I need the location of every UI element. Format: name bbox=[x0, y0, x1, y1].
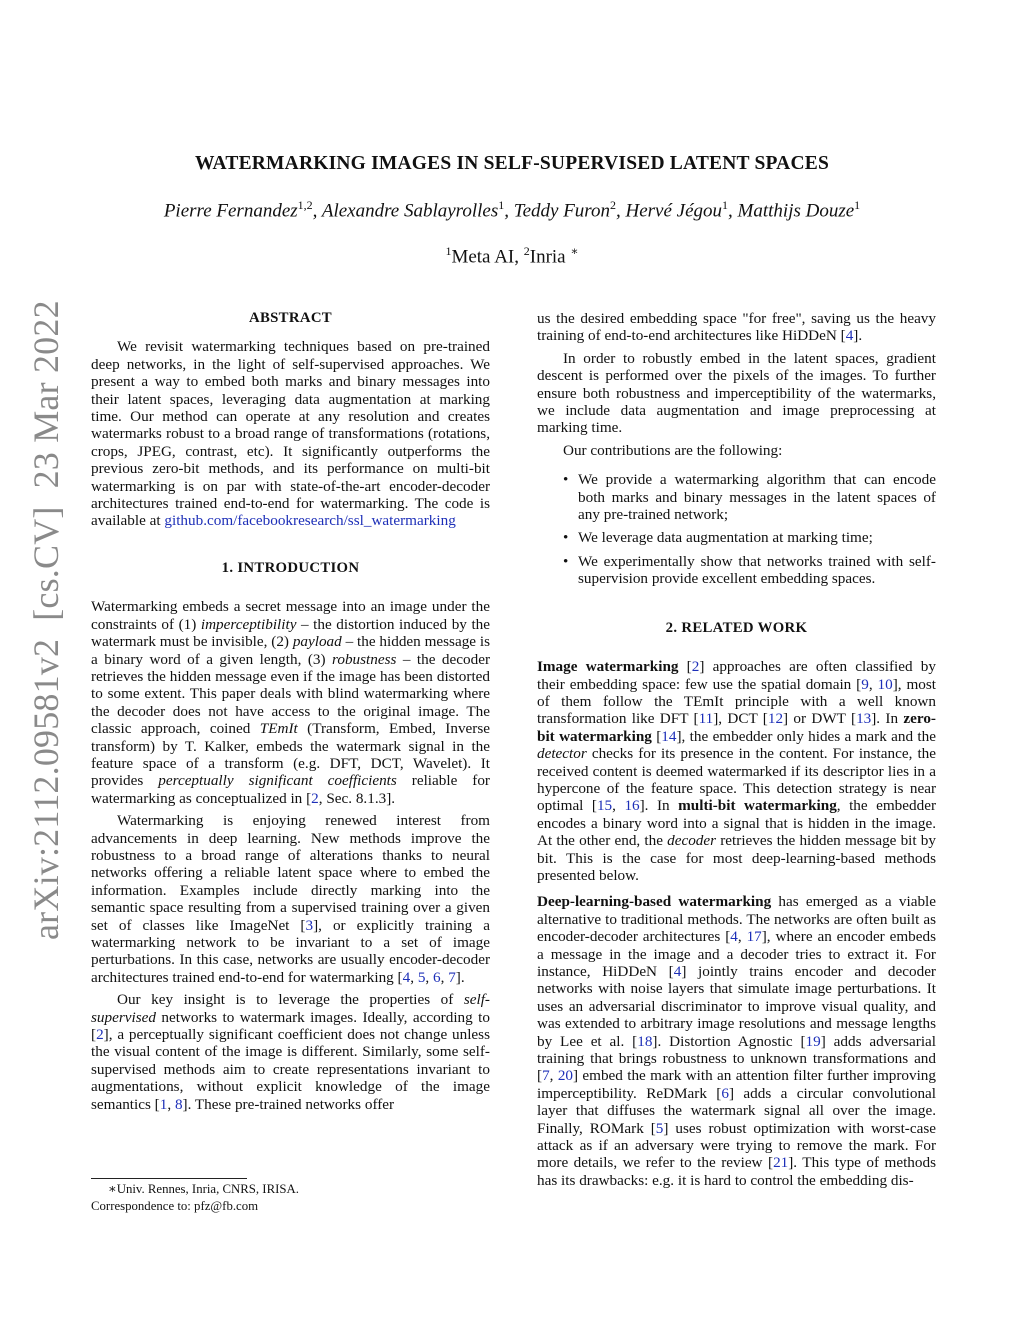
text-run: ] jointly trains encoder and decoder networks with noise layers that simulate image perturbations. It uses an adversarial discriminator to improve visual quality, and was extended to arbitrary image resolutions and message lengths by Lee et al. [ bbox=[537, 963, 936, 1050]
text-run: checks for its presence in the content. For instance, the received content is deemed watermarked if its descriptor lies in a hypercone of the feature space. This detection strategy is near optimal [ bbox=[537, 745, 936, 815]
list-item bbox=[563, 552, 936, 588]
text-run: networks to watermark images. Ideally, according to [ bbox=[91, 1008, 490, 1044]
abstract-body: We revisit watermarking techniques based on pre-trained deep networks, in the light of self-supervised approaches. We present a way to embed both marks and binary messages into their latent spaces, leveraging data augmentation at marking time. Our method can operate at any resolution and creates watermarks robust to a broad range of transformations (rotations, crops, JPEG, contrast, etc). It significantly outperforms the previous zero-bit methods, and its performance on multi-bit watermarking is on par with state-of-the-art encoder-decoder architectures trained end-to-end for watermarking. The code is available at bbox=[91, 338, 490, 530]
citation-link[interactable]: 1 bbox=[159, 1095, 168, 1113]
text-run: , bbox=[410, 968, 418, 986]
text-run: Watermarking is enjoying renewed interest from advancements in deep learning. New methods improve the robustness to a broad range of alterations thanks to neural networks offering a reliable latent space where to embed the information. Examples include directly marking into the semantic space resulting from a supervised training over a given set of classes like ImageNet [ bbox=[91, 812, 490, 934]
text-run: Watermarking embeds a secret message into an image under the constraints of (1) bbox=[91, 598, 490, 633]
text-run: ], or explicitly training a watermarking network to be invariant to a set of image perturbations. In this case, networks are usually encoder-decoder architectures trained end-to-end for watermarking [ bbox=[91, 916, 490, 986]
citation-link[interactable]: 5 bbox=[417, 968, 426, 986]
author-name: Matthijs Douze bbox=[737, 200, 855, 222]
text-run: , bbox=[440, 968, 449, 986]
arxiv-id[interactable]: arXiv:2112.09581v2 bbox=[26, 638, 66, 940]
intro-paragraph-2 bbox=[91, 812, 490, 986]
text-run: , bbox=[737, 928, 747, 946]
related-paragraph-image-watermarking bbox=[537, 658, 936, 884]
text-run: [ bbox=[678, 658, 692, 676]
citation-link[interactable]: 2 bbox=[311, 789, 319, 807]
text-run: ], a perceptually significant coefficient does not change unless the visual content of the image is different. Similarly, some self-supervised methods aim to create representations invariant to augmentations, without explicit knowledge of the image semantics [ bbox=[91, 1026, 490, 1113]
bold-text: multi-bit watermarking bbox=[678, 797, 837, 815]
text-run: ] or DWT [ bbox=[783, 710, 857, 728]
contribution-text: We provide a watermarking algorithm that can encode both marks and binary messages in the latent spaces of any pre-trained network; bbox=[578, 471, 936, 524]
citation-link[interactable]: 3 bbox=[305, 916, 314, 934]
paper-title: WATERMARKING IMAGES IN SELF-SUPERVISED LATENT SPACES bbox=[194, 153, 829, 174]
affiliations bbox=[0, 244, 1024, 268]
text-run: , bbox=[549, 1067, 558, 1085]
text-run: ] adds a circular convolutional layer that diffuses the watermark signal all over the image. Finally, ROMark [ bbox=[537, 1084, 937, 1137]
footnote-rule bbox=[91, 1178, 247, 1179]
author-name: Alexandre Sablayrolles bbox=[321, 200, 499, 222]
citation-link[interactable]: 2 bbox=[96, 1026, 104, 1044]
citation-link[interactable]: 12 bbox=[767, 710, 784, 728]
list-item bbox=[563, 529, 936, 547]
citation-link[interactable]: 9 bbox=[861, 675, 869, 693]
text-run: – the distortion induced by the watermark must be invisible, (2) bbox=[91, 615, 490, 651]
left-column bbox=[91, 310, 490, 1113]
citation-link[interactable]: 5 bbox=[655, 1119, 664, 1137]
emphasis-text: detector bbox=[537, 745, 587, 763]
text-run: – the hidden message is a binary word of a given length, (3) bbox=[91, 633, 490, 668]
text-run: ]. bbox=[853, 327, 863, 345]
contribution-text: We leverage data augmentation at marking time; bbox=[578, 529, 873, 547]
emphasis-text: robustness bbox=[332, 650, 397, 668]
text-run: retrieves the hidden message bit by bit. This is the case for most deep-learning-based methods presented below. bbox=[537, 832, 936, 884]
citation-link[interactable]: 13 bbox=[856, 710, 872, 728]
emphasis-text: TEmIt bbox=[259, 720, 298, 738]
bullet: • bbox=[563, 529, 569, 547]
author-name: Teddy Furon bbox=[513, 200, 610, 222]
citation-link[interactable]: 4 bbox=[673, 963, 682, 980]
text-run: ], most of them follow the TEmIt principle with a well known transformation like DFT [ bbox=[537, 675, 937, 728]
bullet: • bbox=[563, 552, 569, 570]
list-item bbox=[563, 471, 936, 524]
code-link[interactable]: github.com/facebookresearch/ssl_watermarking bbox=[164, 512, 456, 530]
affil-mark: 2 bbox=[523, 244, 530, 258]
affiliation: Inria bbox=[529, 246, 566, 268]
affil-mark: 1 bbox=[445, 244, 452, 258]
text-run: , bbox=[425, 968, 433, 986]
author-affil-mark: 1 bbox=[498, 198, 505, 212]
author-list: Pierre Fernandez$^{1,2}$, Alexandre Sablayrolles$^1$, Teddy Furon$^2$, Hervé Jégou$^1$, Matthijs Douze$^1$ bbox=[163, 198, 861, 222]
footnote-mark: ∗ bbox=[570, 244, 579, 258]
text-run: ]. This type of methods has its drawbacks: e.g. it is hard to control the embedding dis- bbox=[537, 1154, 936, 1189]
citation-link[interactable]: 21 bbox=[773, 1154, 789, 1172]
bold-text: Deep-learning-based watermarking bbox=[537, 893, 772, 911]
text-run: , bbox=[868, 675, 878, 693]
intro-paragraph-3 bbox=[91, 991, 490, 1113]
intro-heading: 1. INTRODUCTION bbox=[221, 559, 360, 576]
bold-text: zero-bit watermarking bbox=[537, 710, 936, 745]
affiliation: Meta AI, bbox=[451, 246, 519, 268]
text-run: – the decoder retrieves the hidden message even if the image has been distorted to some extent. This paper deals with blind watermarking where the decoder does not have access to the original image. The classic approach, coined bbox=[91, 650, 490, 738]
emphasis-text: imperceptibility bbox=[200, 615, 297, 633]
text-run: Our key insight is to leverage the properties of bbox=[117, 991, 464, 1009]
text-run: , the embedder encodes a binary word into a signal that is hidden in the image. At the other end, the bbox=[537, 797, 937, 850]
author-affil-mark: 1 bbox=[722, 198, 729, 212]
abstract-heading: ABSTRACT bbox=[249, 310, 332, 326]
citation-link[interactable]: 7 bbox=[542, 1067, 550, 1085]
emphasis-text: payload bbox=[292, 633, 342, 651]
intro-paragraph-continued bbox=[537, 310, 936, 345]
citation-link[interactable]: 6 bbox=[721, 1084, 729, 1102]
text-run: has emerged as a viable alternative to traditional methods. The networks are often built as encoder-decoder architectures [ bbox=[537, 893, 936, 946]
related-work-heading: 2. RELATED WORK bbox=[665, 619, 808, 636]
bullet: • bbox=[563, 471, 569, 489]
author-name: Hervé Jégou bbox=[625, 200, 723, 222]
intro-paragraph-4: In order to robustly embed in the latent spaces, gradient descent is performed over the pixels of the images. To further ensure both robustness and imperceptibility of the watermarks, we include data augmentation and image preprocessing at marking time. bbox=[537, 349, 936, 437]
citation-link[interactable]: 19 bbox=[805, 1032, 821, 1050]
citation-link[interactable]: 6 bbox=[433, 968, 441, 986]
text-run: ]. These pre-trained networks offer bbox=[182, 1095, 395, 1113]
text-run: ], the embedder only hides a mark and the bbox=[676, 727, 936, 745]
text-run: us the desired embedding space "for free", saving us the heavy training of end-to-end architectures like HiDDeN [ bbox=[537, 310, 936, 345]
citation-link[interactable]: 20 bbox=[557, 1067, 573, 1085]
related-paragraph-deep-watermarking bbox=[537, 893, 936, 1189]
text-run: , bbox=[612, 797, 625, 815]
contribution-text: We experimentally show that networks trained with self-supervision provide excellent embedding spaces. bbox=[578, 552, 936, 588]
text-run: ]. bbox=[455, 968, 465, 986]
citation-link[interactable]: 4 bbox=[730, 928, 738, 946]
citation-link[interactable]: 4 bbox=[402, 968, 411, 986]
text-run: , bbox=[167, 1095, 175, 1113]
footnote bbox=[91, 1178, 490, 1214]
text-run: reliable for watermarking as conceptualized in [ bbox=[91, 772, 490, 807]
text-run: (Transform, Embed, Inverse transform) by T. Kalker, embeds the watermark signal in the feature space of a transform (e.g. DFT, DCT, Wavelet). It provides bbox=[91, 720, 491, 790]
emphasis-text: decoder bbox=[667, 832, 717, 850]
citation-link[interactable]: 2 bbox=[691, 658, 700, 676]
abstract-text bbox=[91, 338, 490, 529]
author-affil-mark: 2 bbox=[610, 198, 616, 212]
contributions-intro: Our contributions are the following: bbox=[563, 441, 783, 459]
text-run: ]. In bbox=[871, 710, 904, 728]
citation-link[interactable]: 16 bbox=[624, 797, 640, 815]
citation-link[interactable]: 11 bbox=[698, 710, 714, 728]
text-run: ]. Distortion Agnostic [ bbox=[652, 1032, 806, 1050]
author-affil-mark: 1 bbox=[854, 198, 861, 212]
citation-link[interactable]: 8 bbox=[174, 1095, 183, 1113]
text-run: ], DCT [ bbox=[713, 710, 768, 728]
author-affil-mark: 1,2 bbox=[297, 198, 313, 212]
author-name: Pierre Fernandez bbox=[163, 200, 298, 222]
text-run: ], where an encoder embeds a message in the image and a decoder tries to extract it. For instance, HiDDeN [ bbox=[537, 928, 937, 980]
arxiv-category: [cs.CV] bbox=[26, 506, 66, 621]
text-run: ] adds adversarial training that brings robustness to unknown transformations and [ bbox=[537, 1032, 936, 1085]
citation-link[interactable]: 10 bbox=[877, 675, 893, 693]
text-run: [ bbox=[651, 727, 662, 745]
right-column bbox=[537, 310, 936, 1189]
text-run: ]. In bbox=[639, 797, 679, 815]
text-run: ] approaches are often classified by their embedding space: few use the spatial domain [ bbox=[537, 658, 936, 693]
emphasis-text: perceptually significant coefficients bbox=[158, 772, 397, 790]
citation-link[interactable]: 7 bbox=[448, 968, 456, 986]
citation-link[interactable]: 15 bbox=[596, 797, 613, 815]
citation-link[interactable]: 14 bbox=[661, 727, 677, 745]
citation-link[interactable]: 18 bbox=[637, 1032, 653, 1050]
bold-text: Image watermarking bbox=[537, 658, 679, 676]
contributions-list bbox=[537, 471, 936, 587]
footnote-affiliation: ∗Univ. Rennes, Inria, CNRS, IRISA. bbox=[108, 1182, 299, 1196]
intro-paragraph-1 bbox=[91, 598, 490, 807]
text-run: ] uses robust optimization with worst-case attack as if an adversary were trying to remove the mark. For more details, we refer to the review [ bbox=[537, 1119, 937, 1172]
footnote-correspondence: Correspondence to: pfz@fb.com bbox=[91, 1198, 259, 1213]
citation-link[interactable]: 17 bbox=[746, 928, 762, 946]
citation-link[interactable]: 4 bbox=[845, 327, 854, 345]
emphasis-text: self-supervised bbox=[91, 991, 490, 1026]
arxiv-date: 23 Mar 2022 bbox=[26, 300, 66, 489]
text-run: , Sec. 8.1.3]. bbox=[318, 789, 396, 807]
arxiv-side-stamp bbox=[23, 300, 69, 940]
text-run: ] embed the mark with an attention filter further improving imperceptibility. ReDMark [ bbox=[537, 1067, 936, 1102]
